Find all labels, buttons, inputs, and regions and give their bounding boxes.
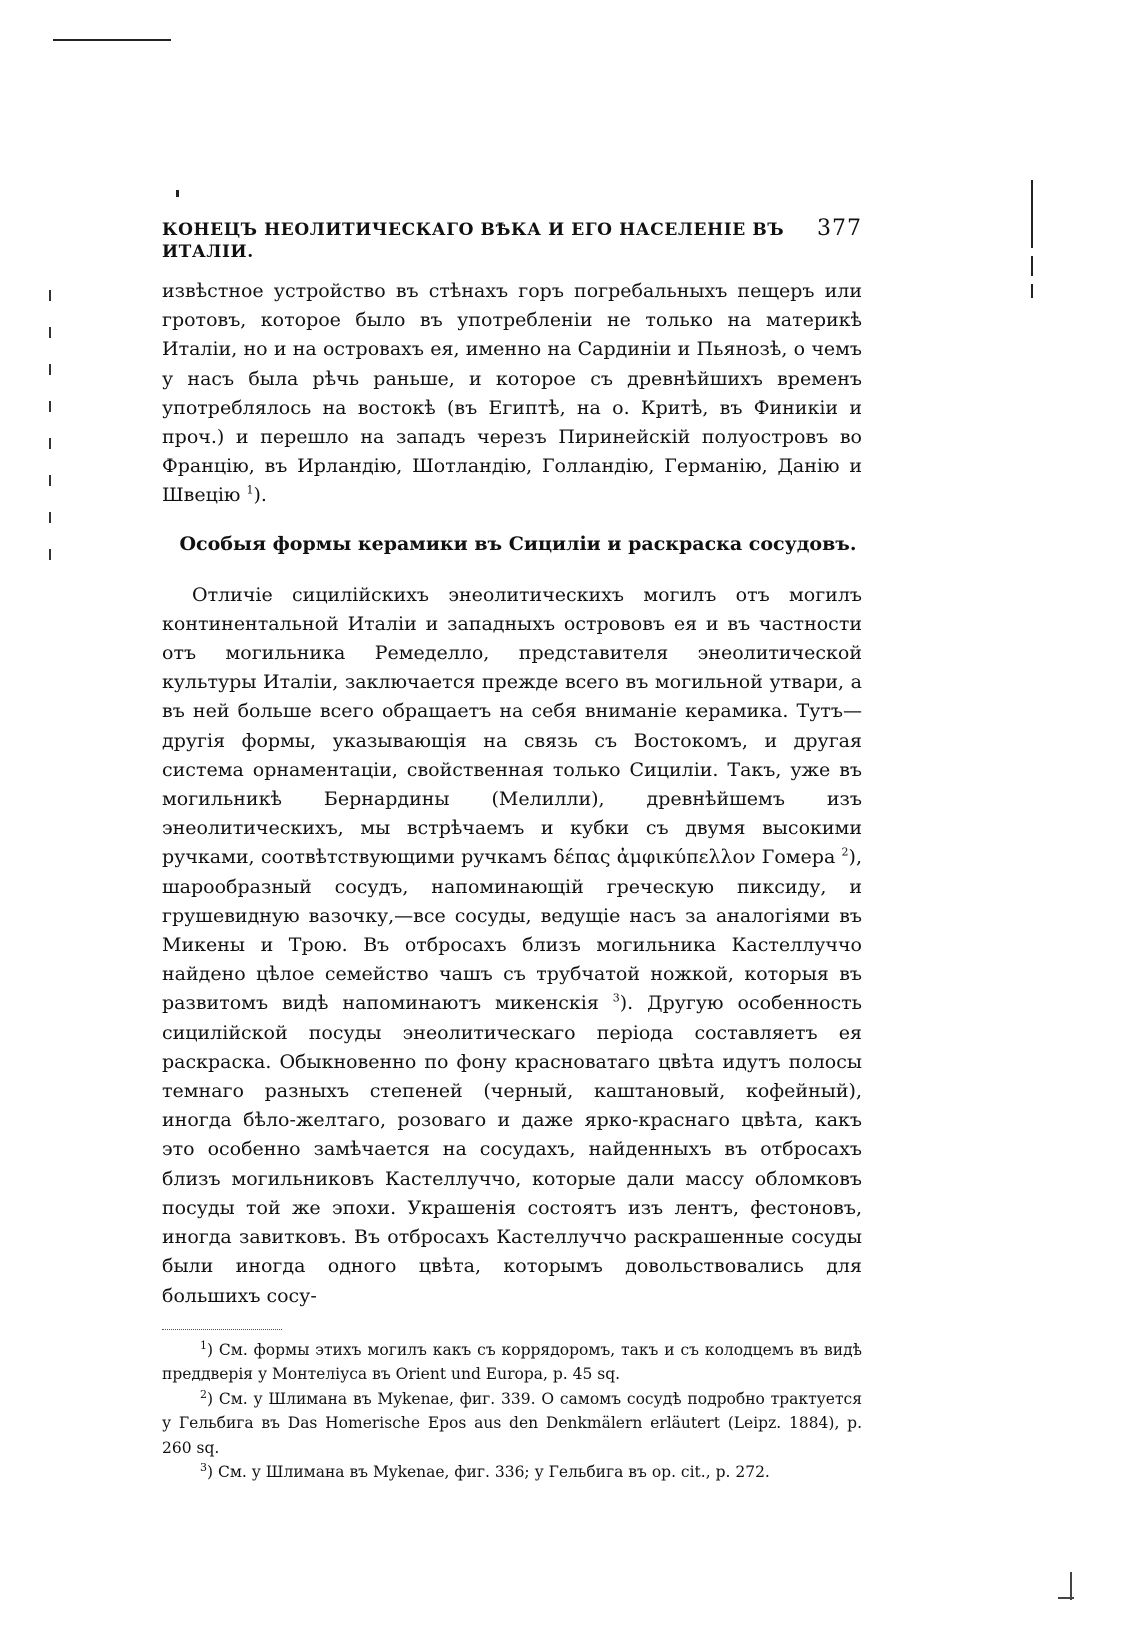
paragraph-1-end: ). <box>253 484 267 507</box>
footnote-mark: 2 <box>200 1387 207 1401</box>
body-text <box>162 277 862 1311</box>
scan-mark <box>176 190 179 197</box>
paragraph-1 <box>162 277 862 511</box>
paragraph-2-part-c: ). Другую особенность сицилійской посуды энеолитическаго періода составляетъ ея раскраска. Обыкновенно по фону красноватаго цвѣта идутъ полосы темнаго разныхъ степеней (черный, каштановый, кофейный), иногда бѣло-желтаго, розоваго и даже ярко-краснаго цвѣта, какъ это особенно замѣчается на сосудахъ, найденныхъ въ отбросахъ близъ могильниковъ Кастеллуччо, которые дали массу обломковъ посуды той же эпохи. Украшенія состоятъ изъ лентъ, фестоновъ, иногда завитковъ. Въ отбросахъ Кастеллуччо раскрашенные сосуды были иногда одного цвѣта, которымъ довольствовались для большихъ сосу- <box>162 992 862 1307</box>
footnote-separator <box>162 1329 282 1330</box>
page-number: 377 <box>817 216 862 241</box>
footnote-3 <box>162 1460 862 1485</box>
top-rule <box>53 39 171 41</box>
paragraph-2-part-a: Отличіе сицилійскихъ энеолитическихъ могилъ отъ могилъ континентальной Италіи и западныхъ острововъ ея и въ частности отъ могильника Ремеделло, представителя энеолитической культуры Италіи, заключается прежде всего въ могильной утвари, а въ ней больше всего обращаетъ на себя вниманіе керамика. Тутъ—другія формы, указывающія на связь съ Востокомъ, и другая система орнаментаціи, свойственная только Сициліи. Такъ, уже въ могильникѣ Бернардины (Мелилли), древнѣйшемъ изъ энеолитическихъ, мы встрѣчаемъ и кубки съ двумя высокими ручками, соотвѣтствующими ручкамъ δέπας ἀμφικύπελλον Гомера <box>162 583 862 869</box>
paragraph-1-text: извѣстное устройство въ стѣнахъ горъ погребальныхъ пещеръ или гротовъ, которое было въ употребленіи не только на материкѣ Италіи, но и на островахъ ея, именно на Сардиніи и Пьянозѣ, о чемъ у насъ была рѣчь раньше, и которое съ древнѣйшихъ временъ употреблялось на востокѣ (въ Египтѣ, на о. Критѣ, въ Финикіи и проч.) и перешло на западъ черезъ Пиринейскій полуостровъ во Францію, въ Ирландію, Шотландію, Голландію, Германію, Данію и Швецію <box>162 280 862 507</box>
footnote-2 <box>162 1387 862 1461</box>
corner-mark <box>1070 1572 1072 1600</box>
footnote-1 <box>162 1338 862 1387</box>
section-heading: Особыя формы керамики въ Сициліи и раскраска сосудовъ. <box>179 532 857 555</box>
footnote-mark: 3 <box>200 1461 207 1475</box>
running-title: КОНЕЦЪ НЕОЛИТИЧЕСКАГО ВѢКА И ЕГО НАСЕЛЕНІЕ ВЪ ИТАЛІИ. <box>162 220 785 262</box>
page-content <box>162 218 862 1485</box>
footnote-mark: 1 <box>200 1338 207 1352</box>
running-head <box>162 218 862 263</box>
footnotes <box>162 1338 862 1485</box>
footnote-ref-3: 3 <box>612 992 620 1006</box>
margin-marks-left <box>49 290 52 590</box>
margin-marks-right <box>1031 180 1033 310</box>
footnote-ref-1: 1 <box>246 484 254 498</box>
footnote-text: ) См. у Шлимана въ Mykenae, фиг. 339. О самомъ сосудѣ подробно трактуется у Гельбига въ Das Homerische Epos aus den Denkmälern erläutert (Leipz. 1884), p. 260 sq. <box>162 1389 862 1457</box>
corner-mark-horizontal <box>1058 1597 1074 1599</box>
footnote-text: ) См. у Шлимана въ Mykenae, фиг. 336; у Гельбига въ op. cit., p. 272. <box>207 1463 770 1482</box>
footnote-ref-2: 2 <box>841 846 849 860</box>
footnote-text: ) См. формы этихъ могилъ какъ съ коррядоромъ, такъ и съ колодцемъ въ видѣ преддверія у Монтеліуса въ Orient und Europa, p. 45 sq. <box>162 1340 862 1384</box>
paragraph-2 <box>162 581 862 1311</box>
paragraph-2-part-b: ), шарообразный сосудъ, напоминающій греческую пиксиду, и грушевидную вазочку,—все сосуды, ведущіе насъ за аналогіями въ Микены и Трою. Въ отбросахъ близъ могильника Кастеллуччо найдено цѣлое семейство чашъ съ трубчатой ножкой, которыя въ развитомъ видѣ напоминаютъ микенскія <box>162 846 862 1015</box>
